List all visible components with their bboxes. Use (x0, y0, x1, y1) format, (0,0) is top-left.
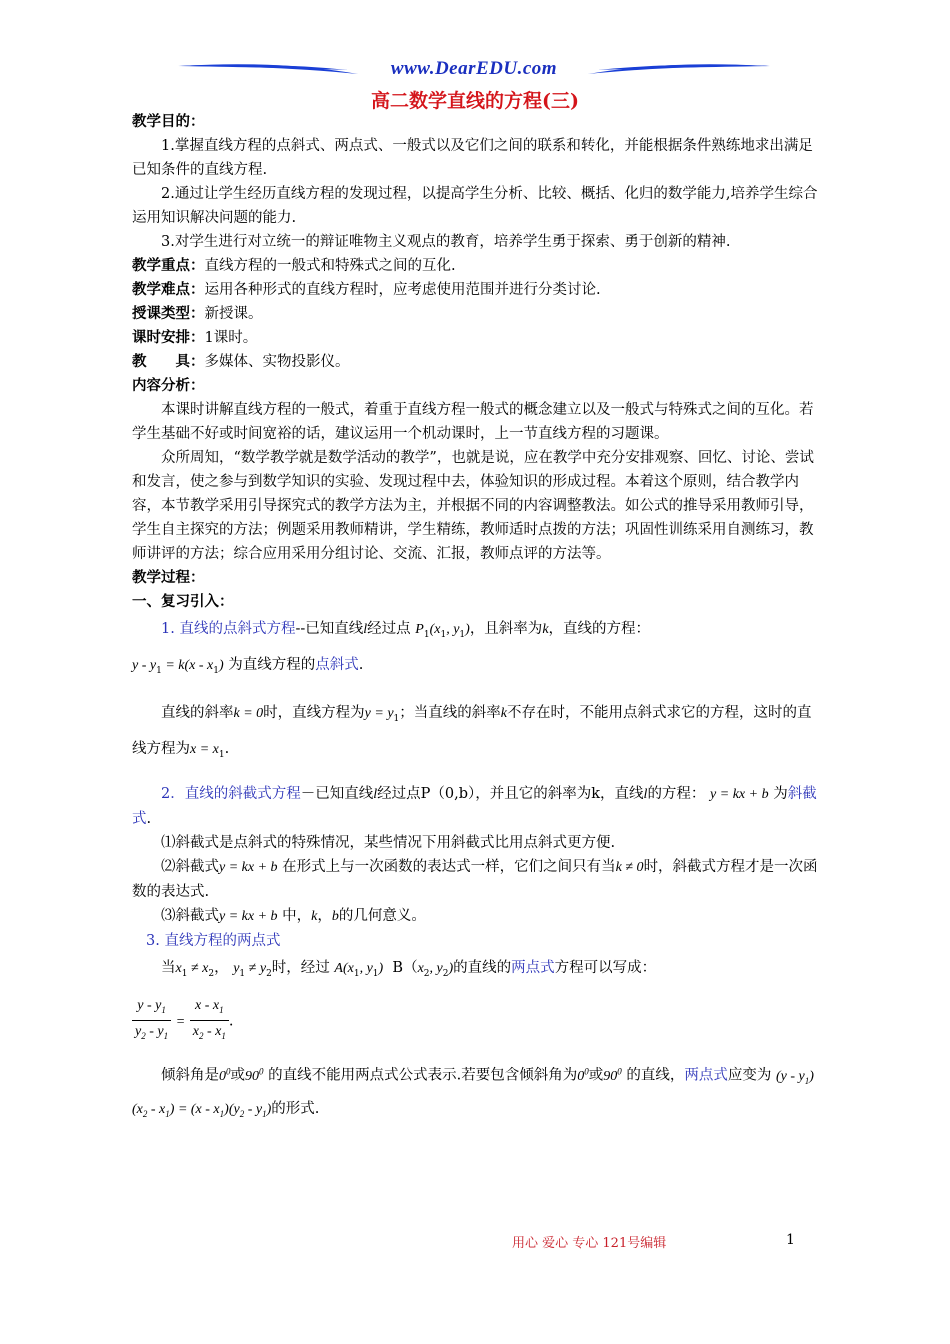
meta-difficulty: 教学难点：运用各种形式的直线方程时，应考虑使用范围并进行分类讨论. (132, 281, 601, 298)
slope-intercept-note-1: ⑴斜截式是点斜式的特殊情况，某些情况下用斜截式比用点斜式更方便. (161, 834, 616, 851)
meta-schedule: 课时安排：1课时。 (132, 329, 258, 346)
process-heading: 教学过程： (132, 569, 205, 586)
site-banner (178, 58, 770, 84)
analysis-paragraph-1: 本课时讲解直线方程的一般式，着重于直线方程一般式的概念建立以及一般式与特殊式之间的互化。若学生基础不好或时间宽裕的话，建议运用一个机动课时，上一节直线方程的习题课。 (132, 402, 814, 442)
page-title: 高二数学直线的方程(三) (371, 90, 579, 112)
objective-1: 1.掌握直线方程的点斜式、两点式、一般式以及它们之间的联系和转化，并能根据条件熟练地求出满足已知条件的直线方程. (132, 138, 813, 178)
slope-intercept-note-3: ⑶斜截式y = kx + b 中，k，b的几何意义。 (161, 907, 426, 924)
document-body (132, 110, 820, 1127)
analysis-paragraph-2: 众所周知，“数学教学就是数学活动的教学”，也就是说，应在教学中充分安排观察、回忆、讨论、尝试和发言，使之参与到数学知识的实验、发现过程中去，体验知识的形成过程。本着这个原则，结合教学内容，本节教学采用引导探究式的教学方法为主，并根据不同的内容调整教法。如公式的推导采用教师引导，学生自主探究的方法；例题采用教师精讲，学生精练，教师适时点拨的方法；巩固性训练采用自测练习，教师讲评的方法；综合应用采用分组讨论、交流、汇报，教师点评的方法等。 (132, 450, 814, 562)
objective-3: 3.对学生进行对立统一的辩证唯物主义观点的教育，培养学生勇于探索、勇于创新的精神. (161, 234, 731, 250)
meta-tools: 教 具：多媒体、实物投影仪。 (132, 353, 350, 370)
two-point-heading: 3. 直线方程的两点式 (146, 932, 281, 949)
point-slope-special-cases: 直线的斜率k = 0时，直线方程为$y = y_1$；当直线的斜率k不存在时，不能用点斜式求它的方程，这时的直线方程为$x = x_1$. (132, 704, 812, 760)
two-point-limitation: 倾斜角是$0^0$或$90^0$ 的直线不能用两点式公式表示.若要包含倾斜角为$0^0$或$90^0$ 的直线，两点式应变为 $(y - y_1)(x_2 - x_1) = (x - x_1)(y_2 - y_1)$的形式. (132, 1066, 814, 1119)
two-point-intro: 当$x_1 \ne x_2$， $y_1 \ne y_2$时，经过 $A(x_1$, $y_1$) $B(x_2$, $y_2$)的直线的两点式方程可以写成： (161, 959, 657, 979)
slope-intercept-intro: 2．直线的斜截式方程－已知直线l经过点P（0,b），并且它的斜率为k，直线l的方程： y = kx + b 为斜截式. (132, 785, 817, 827)
point-slope-equation: $y - y_1 = k(x - x_1)$ 为直线方程的点斜式. (132, 656, 364, 676)
page-number: 1 (786, 1232, 795, 1248)
site-url: www.DearEDU.com (390, 58, 558, 79)
footer-text: 用心 爱心 专心 121号编辑 (512, 1236, 667, 1251)
objective-2: 2.通过让学生经历直线方程的发现过程，以提高学生分析、比较、概括、化归的数学能力,培养学生综合运用知识解决问题的能力. (132, 186, 818, 226)
section-review: 一、复习引入： (132, 593, 234, 610)
objectives-heading: 教学目的： (132, 113, 205, 130)
two-point-equation: $\frac{y - y_1}{y_2 - y_1}$ = $\frac{x - x_1}{x_2 - x_1}$ . (132, 996, 820, 1047)
slope-intercept-note-2: ⑵斜截式y = kx + b 在形式上与一次函数的表达式一样，它们之间只有当k ≠ 0时，斜截式方程才是一次函数的表达式. (132, 858, 818, 900)
analysis-heading: 内容分析： (132, 377, 205, 394)
meta-type: 授课类型：新授课。 (132, 305, 263, 322)
meta-key-point: 教学重点：直线方程的一般式和特殊式之间的互化. (132, 257, 456, 274)
point-slope-intro: 1. 直线的点斜式方程--已知直线l经过点 $P_1(x_1$, $y_1$)，且斜率为k，直线的方程： (161, 621, 651, 640)
